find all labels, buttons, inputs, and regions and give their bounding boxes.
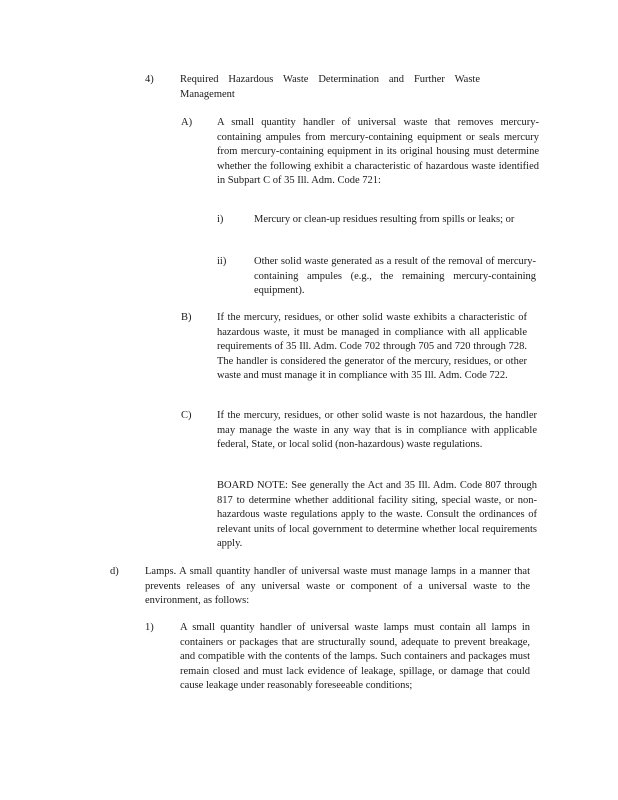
item-d-text: Lamps. A small quantity handler of universal waste must manage lamps in a manner that prevents releases of any universal waste or component of a universal waste to the environment, as follows: (145, 566, 530, 607)
item-4-A-marker: A) (181, 117, 193, 128)
item-4-A-text: A small quantity handler of universal waste that removes mercury-containing ampules from mercury-containing equipment or seals mercury from mercury-containing equipment in its original housing must determine whether the following exhibit a characteristic of hazardous waste identified in Subpart C of 35 Ill. Adm. Code 721: (217, 117, 539, 187)
item-4-A-ii-text: Other solid waste generated as a result of the removal of mercury-containing ampules (e.g., the remaining mercury-containing equipment). (254, 256, 536, 297)
item-4-A-ii-marker: ii) (217, 256, 227, 267)
item-4-marker: 4) (145, 74, 154, 85)
item-d (110, 565, 540, 611)
item-4-A-i (217, 213, 537, 245)
item-4-B (181, 311, 541, 401)
item-4-C-text: If the mercury, residues, or other solid waste is not hazardous, the handler may manage the waste in any way that is in compliance with applicable federal, State, or local solid (non-hazardous) waste regulations. (217, 410, 537, 451)
item-4-A-ii (217, 255, 537, 301)
item-4-B-marker: B) (181, 312, 192, 323)
item-4-A (181, 116, 541, 204)
item-4-C (181, 409, 541, 471)
item-d-1 (145, 621, 540, 725)
item-d-1-text: A small quantity handler of universal waste lamps must contain all lamps in containers or packages that are structurally sound, adequate to prevent breakage, and compatible with the contents of the lamps. Such containers and packages must remain closed and must lack evidence of leakage, spillage, or damage that could cause leakage under reasonably foreseeable conditions; (180, 622, 530, 692)
item-4-C-marker: C) (181, 410, 192, 421)
board-note: BOARD NOTE: See generally the Act and 35 Ill. Adm. Code 807 through 817 to determine whether additional facility siting, special waste, or non-hazardous waste regulations apply to the waste. Consult the ordinances of relevant units of local government to determine whether local requirements apply. (217, 480, 537, 550)
item-d-1-marker: 1) (145, 622, 154, 633)
item-4-A-i-text: Mercury or clean-up residues resulting from spills or leaks; or (254, 214, 515, 225)
item-d-marker: d) (110, 566, 119, 577)
item-4 (145, 73, 535, 105)
item-4-B-text: If the mercury, residues, or other solid waste exhibits a characteristic of hazardous waste, it must be managed in compliance with all applicable requirements of 35 Ill. Adm. Code 702 through 705 and 720 through 728. The handler is considered the generator of the mercury, residues, or other waste and must manage it in compliance with 35 Ill. Adm. Code 722. (217, 312, 527, 382)
item-4-A-i-marker: i) (217, 214, 224, 225)
item-4-text: Required Hazardous Waste Determination and Further Waste Management (180, 74, 480, 100)
